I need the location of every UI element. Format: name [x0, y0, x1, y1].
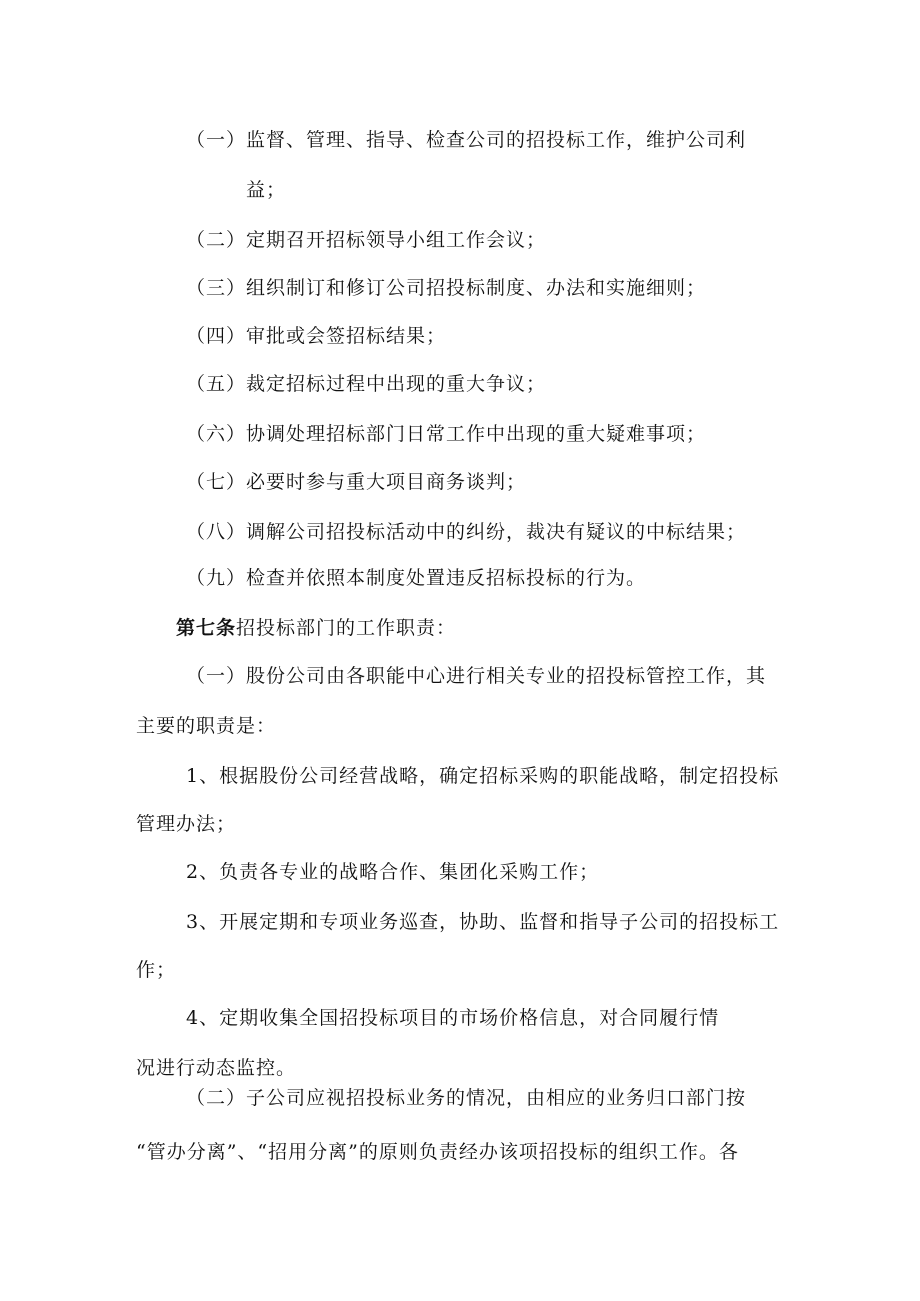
duty-4-line-1: 4、定期收集全国招投标项目的市场价格信息，对合同履行情	[186, 1007, 720, 1029]
section-2-line-2: “管办分离”、“招用分离”的原则负责经办该项招投标的组织工作。各	[136, 1141, 739, 1163]
article-title: 招投标部门的工作职责：	[236, 617, 457, 639]
duty-3-line-2: 作；	[136, 959, 177, 981]
item-5: （五）裁定招标过程中出现的重大争议；	[186, 373, 547, 395]
duty-1-line-1: 1、根据股份公司经营战略，确定招标采购的职能战略，制定招投标	[186, 765, 780, 787]
duty-1-line-2: 管理办法；	[136, 813, 237, 835]
item-6: （六）协调处理招标部门日常工作中出现的重大疑难事项；	[186, 423, 707, 445]
item-3: （三）组织制订和修订公司招投标制度、办法和实施细则；	[186, 277, 707, 299]
item-4: （四）审批或会签招标结果；	[186, 325, 447, 347]
item-8: （八）调解公司招投标活动中的纠纷，裁决有疑议的中标结果；	[186, 521, 747, 543]
duty-2: 2、负责各专业的战略合作、集团化采购工作；	[186, 861, 600, 883]
article-7-heading	[176, 616, 456, 640]
item-7: （七）必要时参与重大项目商务谈判；	[186, 471, 527, 493]
section-2-line-1: （二）子公司应视招投标业务的情况，由相应的业务归口部门按	[186, 1087, 747, 1109]
duty-3-line-1: 3、开展定期和专项业务巡查，协助、监督和指导子公司的招投标工	[186, 911, 780, 933]
duty-4-line-2: 况进行动态监控。	[136, 1057, 297, 1079]
item-1-line-1: （一）监督、管理、指导、检查公司的招投标工作，维护公司利	[186, 129, 747, 151]
item-1-line-2: 益；	[246, 179, 287, 201]
section-1-line-1: （一）股份公司由各职能中心进行相关专业的招投标管控工作，其	[186, 665, 767, 687]
article-label: 第七条	[176, 617, 237, 639]
section-1-line-2: 主要的职责是：	[136, 715, 277, 737]
item-9: （九）检查并依照本制度处置违反招标投标的行为。	[186, 567, 647, 589]
item-2: （二）定期召开招标领导小组工作会议；	[186, 229, 547, 251]
